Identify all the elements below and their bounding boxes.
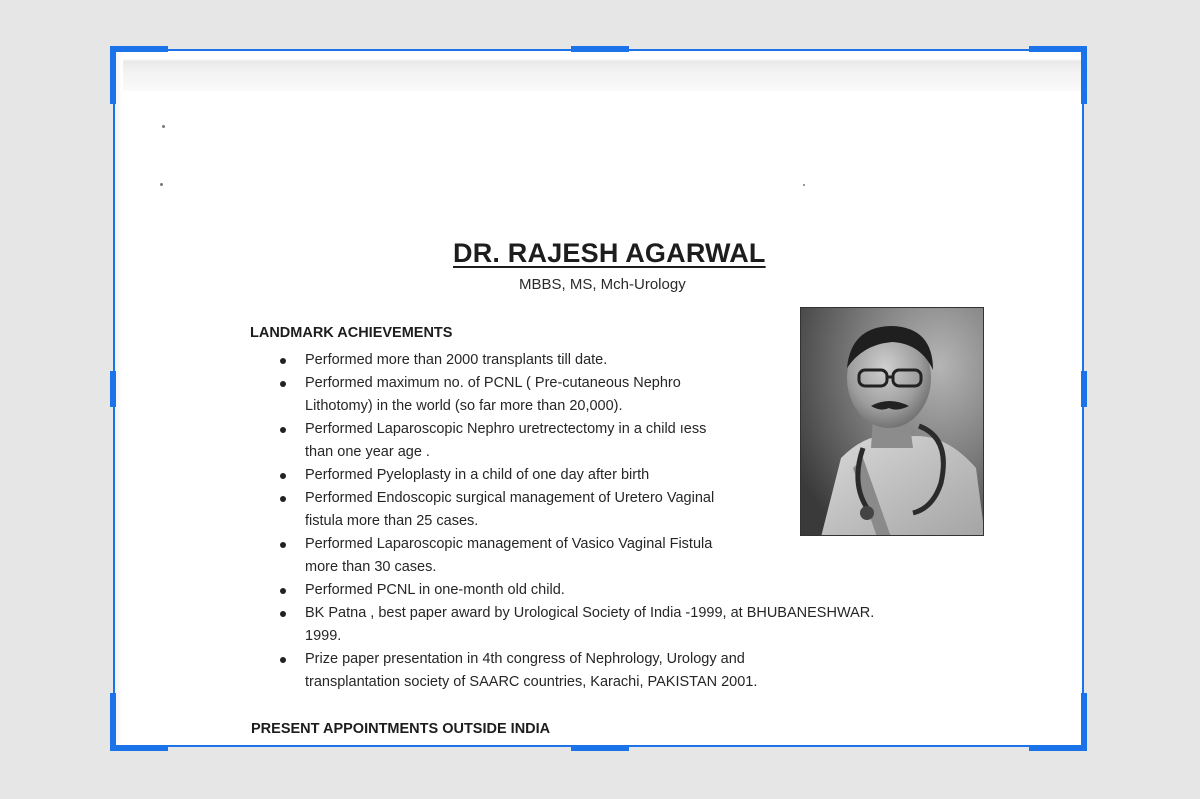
crop-handle-top-left-vertical[interactable]: [110, 46, 116, 104]
portrait-illustration: [801, 308, 984, 536]
bullet-icon: [280, 611, 286, 617]
crop-handle-bottom-right[interactable]: [1029, 745, 1087, 751]
achievement-text: more than 30 cases.: [305, 559, 437, 575]
doctor-degrees: MBBS, MS, Mch-Urology: [519, 276, 686, 293]
doctor-portrait-photo: [800, 307, 984, 536]
crop-handle-top-right[interactable]: [1029, 46, 1087, 52]
doctor-name: DR. RAJESH AGARWAL: [453, 238, 766, 268]
bullet-icon: [280, 542, 286, 548]
crop-handle-right[interactable]: [1081, 371, 1087, 407]
scan-speck: [803, 184, 805, 186]
achievement-text: 1999.: [305, 628, 342, 644]
achievement-text: Performed Laparoscopic Nephro uretrectectomy in a child ıess: [305, 421, 707, 437]
achievement-text: Performed maximum no. of PCNL ( Pre-cutaneous Nephro: [305, 375, 681, 391]
scan-speck: [162, 125, 165, 128]
crop-handle-bottom-right-vertical[interactable]: [1081, 693, 1087, 751]
section-heading-appointments: PRESENT APPOINTMENTS OUTSIDE INDIA: [251, 721, 551, 737]
crop-handle-left[interactable]: [110, 371, 116, 407]
crop-handle-top-left[interactable]: [110, 46, 168, 52]
achievement-item: [278, 579, 958, 602]
scan-speck: [160, 183, 163, 186]
achievement-text: Performed PCNL in one-month old child.: [305, 582, 565, 598]
achievement-text: Performed more than 2000 transplants till date.: [305, 352, 608, 368]
achievement-text: Performed Pyeloplasty in a child of one day after birth: [305, 467, 650, 483]
scan-top-edge: [115, 51, 1082, 91]
section-heading-achievements: LANDMARK ACHIEVEMENTS: [250, 325, 453, 341]
bullet-icon: [280, 657, 286, 663]
achievement-item: [278, 533, 958, 579]
crop-handle-bottom[interactable]: [571, 745, 629, 751]
bullet-icon: [280, 496, 286, 502]
crop-handle-bottom-left-vertical[interactable]: [110, 693, 116, 751]
achievement-text: Performed Laparoscopic management of Vasico Vaginal Fistula: [305, 536, 713, 552]
achievement-text: transplantation society of SAARC countries, Karachi, PAKISTAN 2001.: [305, 674, 758, 690]
achievement-text: Performed Endoscopic surgical management of Uretero Vaginal: [305, 490, 715, 506]
bullet-icon: [280, 473, 286, 479]
bullet-icon: [280, 381, 286, 387]
achievement-item: [278, 648, 958, 694]
achievement-text: fistula more than 25 cases.: [305, 513, 479, 529]
crop-handle-top[interactable]: [571, 46, 629, 52]
scan-left-edge: [115, 51, 123, 745]
achievement-text: BK Patna , best paper award by Urological Society of India -1999, at BHUBANESHWAR.: [305, 605, 875, 621]
bullet-icon: [280, 427, 286, 433]
bullet-icon: [280, 588, 286, 594]
crop-handle-top-right-vertical[interactable]: [1081, 46, 1087, 104]
bullet-icon: [280, 358, 286, 364]
crop-handle-bottom-left[interactable]: [110, 745, 168, 751]
achievement-text: Prize paper presentation in 4th congress of Nephrology, Urology and: [305, 651, 745, 667]
achievement-text: than one year age .: [305, 444, 430, 460]
achievement-text: Lithotomy) in the world (so far more than 20,000).: [305, 398, 623, 414]
achievement-item: [278, 602, 958, 648]
